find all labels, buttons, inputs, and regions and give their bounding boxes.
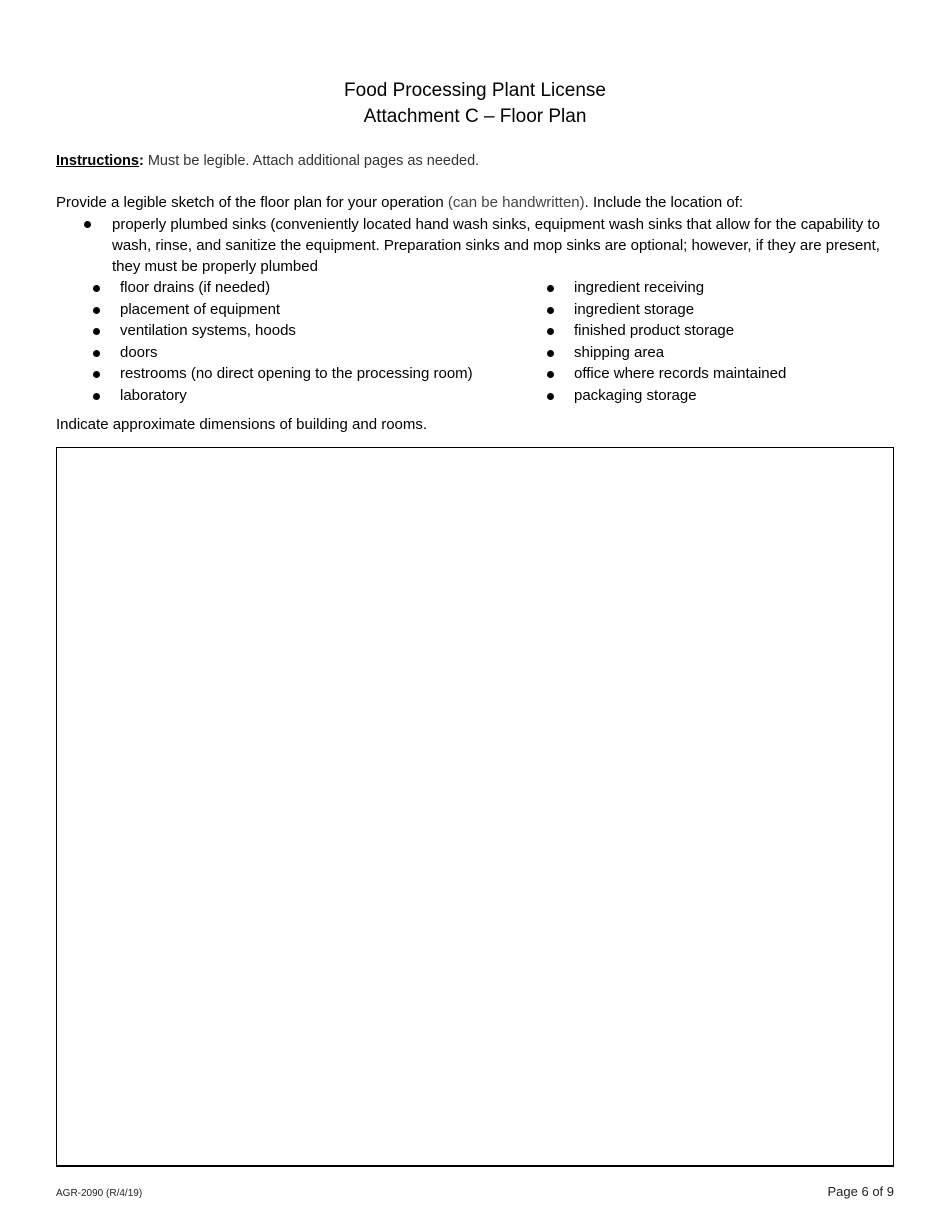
bullet-icon [547, 393, 554, 400]
left-list-item: placement of equipment [120, 301, 281, 318]
right-list-item: shipping area [574, 344, 665, 361]
bullet-icon [547, 350, 554, 357]
provide-text-tail: . Include the location of: [584, 194, 744, 211]
form-title: Food Processing Plant License [344, 80, 606, 101]
instructions-text: Must be legible. Attach additional pages as needed. [143, 153, 480, 169]
instructions-colon: : [138, 153, 144, 169]
bullet-icon [93, 328, 100, 335]
dimensions-instruction: Indicate approximate dimensions of building and rooms. [56, 416, 428, 433]
left-list-item: floor drains (if needed) [120, 279, 271, 296]
left-list-item: doors [120, 344, 158, 361]
bullet-icon [84, 221, 91, 228]
instructions-line [56, 151, 479, 171]
bullet-icon [547, 307, 554, 314]
right-list-item: packaging storage [574, 387, 697, 404]
right-list-item: finished product storage [574, 322, 735, 339]
bullet-icon [93, 307, 100, 314]
left-list-item: restrooms (no direct opening to the processing room) [120, 365, 473, 382]
bullet-icon [547, 371, 554, 378]
bullet-icon [93, 350, 100, 357]
form-subtitle: Attachment C – Floor Plan [363, 106, 587, 127]
bullet-icon [547, 285, 554, 292]
sinks-bullet-text: properly plumbed sinks (conveniently located hand wash sinks, equipment wash sinks that allow for the capability to wash, rinse, and sanitize the equipment. Preparation sinks and mop sinks are optional; however, if they are present, they must be properly plumbed [112, 216, 880, 275]
floor-plan-sketch-area[interactable] [56, 447, 894, 1167]
bullet-icon [93, 393, 100, 400]
left-list-item: ventilation systems, hoods [120, 322, 296, 339]
left-list-item: laboratory [120, 387, 187, 404]
form-number: AGR-2090 (R/4/19) [56, 1188, 143, 1199]
bullet-icon [547, 328, 554, 335]
bullet-icon [93, 371, 100, 378]
right-list-item: office where records maintained [574, 365, 787, 382]
page-number: Page 6 of 9 [827, 1184, 894, 1199]
bullet-icon [93, 285, 100, 292]
provide-text-main: Provide a legible sketch of the floor plan for your operation [56, 194, 448, 211]
right-list-item: ingredient receiving [574, 279, 705, 296]
right-list-item: ingredient storage [574, 301, 695, 318]
instructions-label: Instructions [56, 153, 139, 169]
provide-sketch-instruction [56, 193, 743, 213]
provide-text-paren: (can be handwritten) [447, 194, 585, 211]
